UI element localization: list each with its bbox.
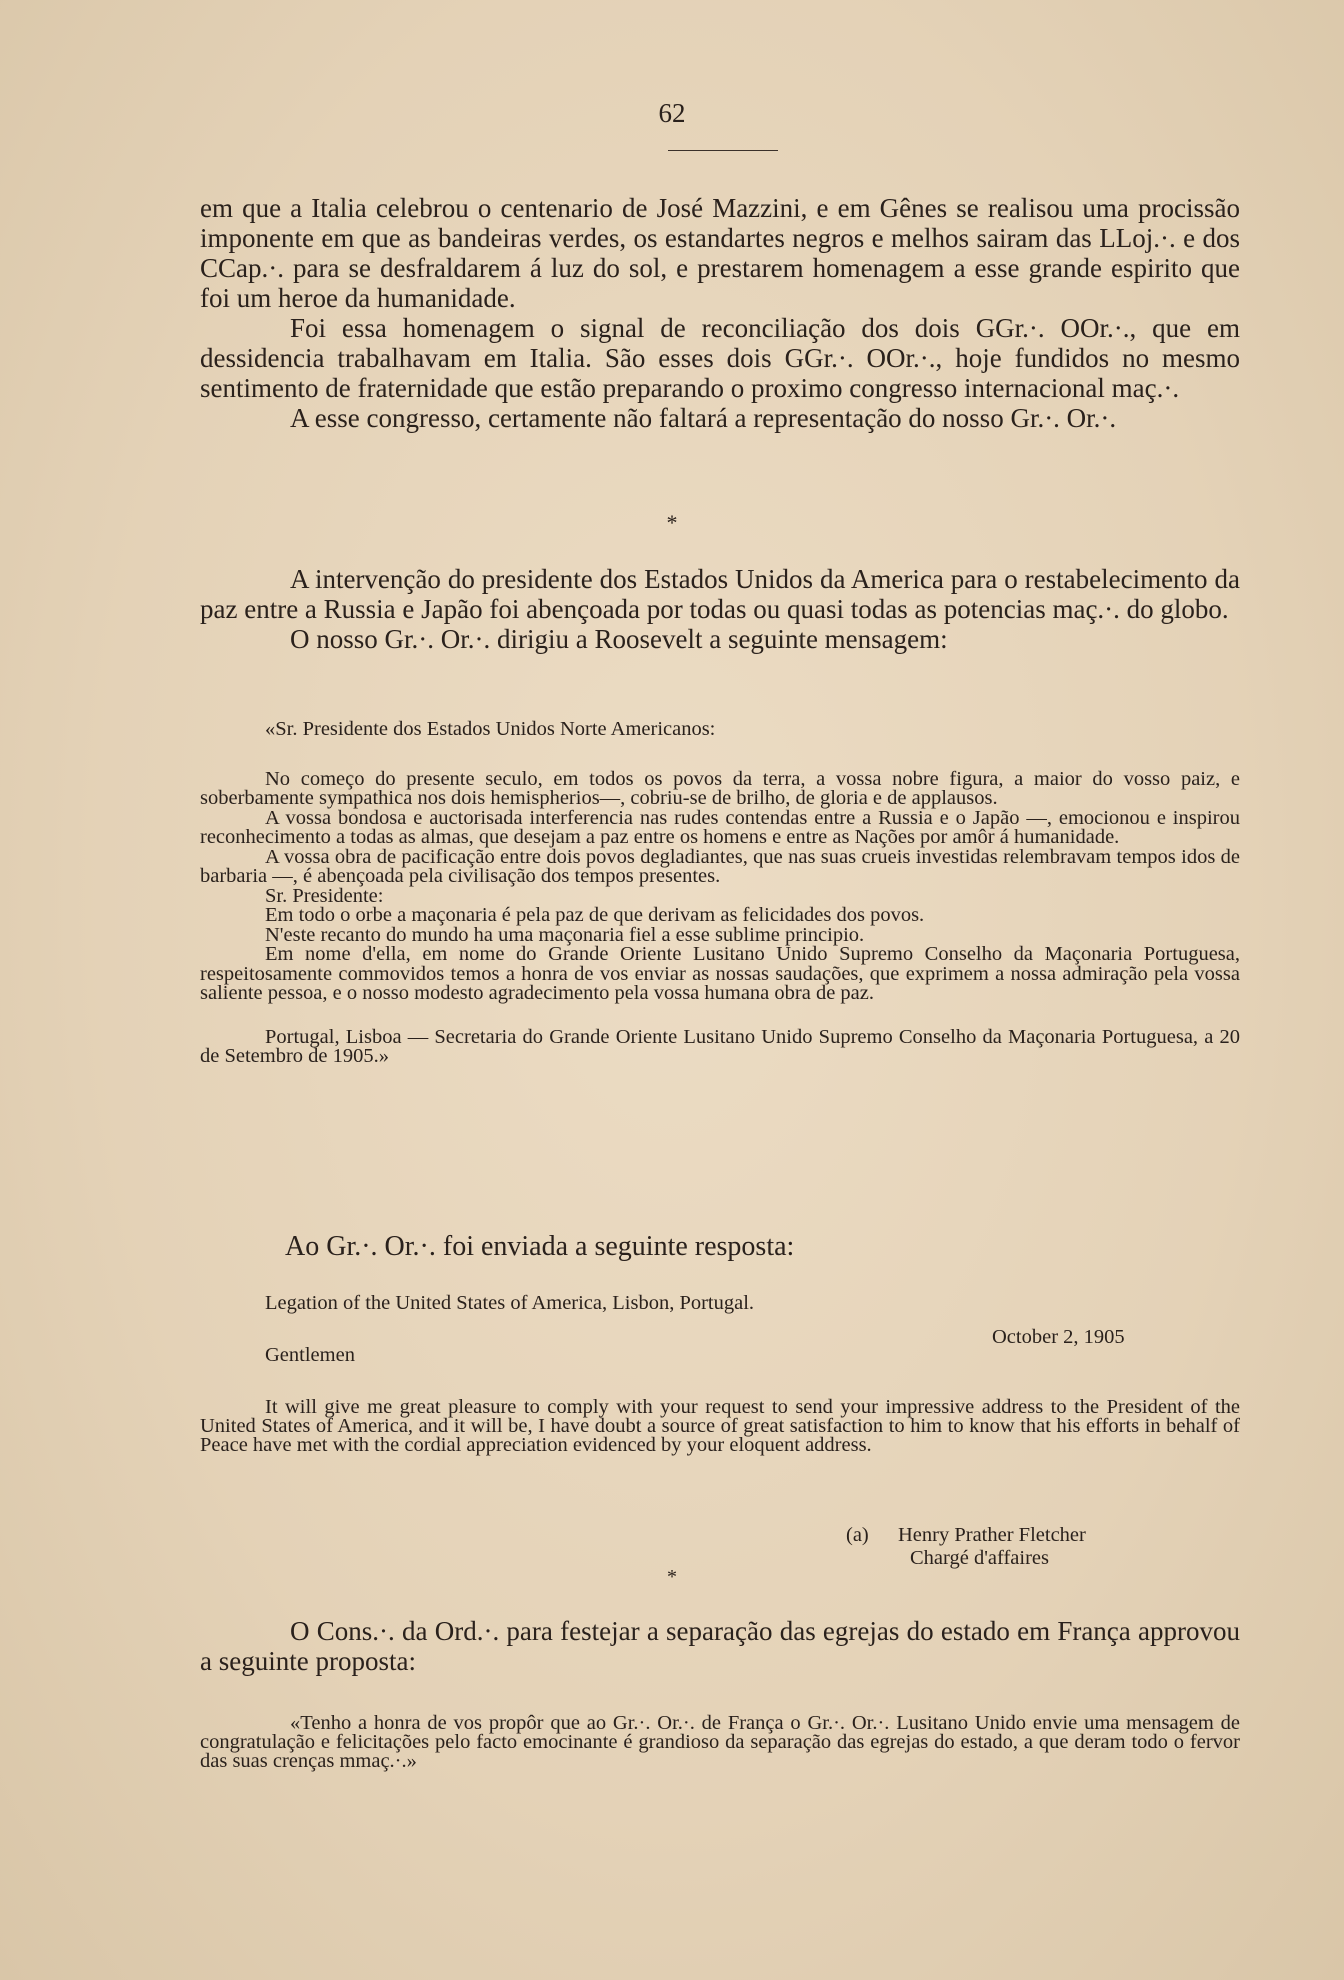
message-signoff: Portugal, Lisboa — Secretaria do Grande Oriente Lusitano Unido Supremo Conselho da Maçonaria Portuguesa, a 20 de Setembro de 1905.» (200, 1025, 1240, 1067)
message-paragraph: N'este recanto do mundo ha uma maçonaria fiel a esse sublime principio. (265, 923, 865, 946)
message-paragraph: Em nome d'ella, em nome do Grande Oriente Lusitano Unido Supremo Conselho da Maçonaria Portuguesa, respeitosamente commovidos temos a honra de vos enviar as nossas saudações, que exprimem a nossa admiração pela vossa saliente pessoa, e o nosso modesto agradecimento pela vossa humana obra de paz. (200, 943, 1240, 1004)
message-paragraph: A vossa obra de pacificação entre dois povos degladiantes, que nas suas crueis investidas relembravam tempos idos de barbaria —, é abençoada pela civilisação dos tempos presentes. (200, 845, 1240, 887)
message-paragraph: Em todo o orbe a maçonaria é pela paz de que derivam as felicidades dos povos. (265, 904, 925, 926)
section-divider-asterisk: * (667, 1566, 677, 1588)
section-franca (200, 1616, 1240, 1676)
paragraph: O nosso Gr.·. Or.·. dirigiu a Roosevelt a seguinte mensagem: (290, 624, 948, 654)
proposal-text: «Tenho a honra de vos propôr que ao Gr.·. Or.·. de França o Gr.·. Or.·. Lusitano Unido envie uma mensagem de congratulação e felicitações pelo facto emocinante é grandioso da separação das egrejas do estado, a que deram todo o fervor das suas crenças mmaç.·.» (200, 1712, 1240, 1772)
reply-body (200, 1398, 1240, 1455)
paragraph: A intervenção do presidente dos Estados Unidos da America para o restabelecimento da paz entre a Russia e Japão foi abençoada por todas ou quasi todas as potencias maç.·. do globo. (200, 564, 1240, 624)
message-paragraph: No começo do presente seculo, em todos os povos da terra, a vossa nobre figura, a maior do vosso paiz, e soberbamente sympathica nos dois hemispherios—, cobriu-se de brilho, de gloria e de applausos. (200, 767, 1240, 809)
paragraph: em que a Italia celebrou o centenario de José Mazzini, e em Gênes se realisou uma procissão imponente em que as bandeiras verdes, os estandartes negros e melhos sairam das LLoj.·. e dos CCap.·. para se desfraldarem á luz do sol, e prestarem homenagem a esse grande espirito que foi um heroe da humanidade. (200, 193, 1240, 313)
section-divider-asterisk: * (666, 510, 678, 535)
reply-signature-prefix: (a) (846, 1524, 869, 1546)
reply-intro: Ao Gr.·. Or.·. foi enviada a seguinte resposta: (285, 1231, 795, 1262)
reply-body-text: It will give me great pleasure to comply with your request to send your impressive address to the President of the United States of America, and it will be, I have doubt a source of great satisfaction to him to know that his efforts in behalf of Peace have met with the cordial appreciation evidenced by your eloquent address. (200, 1396, 1240, 1456)
paragraph: A esse congresso, certamente não faltará a representação do nosso Gr.·. Or.·. (290, 403, 1117, 433)
header-rule (668, 150, 778, 151)
reply-header: Legation of the United States of America, Lisbon, Portugal. (265, 1292, 755, 1314)
page-number: 62 (658, 98, 686, 128)
paragraph: O Cons.·. da Ord.·. para festejar a separação das egrejas do estado em França approvou a seguinte proposta: (200, 1616, 1240, 1676)
reply-date: October 2, 1905 (992, 1326, 1125, 1348)
paragraph: Foi essa homenagem o signal de reconciliação dos dois GGr.·. OOr.·., que em dessidencia trabalhavam em Italia. São esses dois GGr.·. OOr.·., hoje fundidos no mesmo sentimento de fraternidade que estão preparando o proximo congresso internacional maç.·. (200, 313, 1240, 403)
reply-signature-name: Henry Prather Fletcher (898, 1524, 1086, 1546)
proposal-quote (200, 1714, 1240, 1771)
section-roosevelt (200, 564, 1240, 654)
reply-greeting: Gentlemen (265, 1344, 355, 1366)
section-italia (200, 193, 1240, 433)
message-paragraph: Sr. Presidente: (265, 884, 384, 907)
message-to-roosevelt (200, 720, 1240, 1067)
message-salutation: «Sr. Presidente dos Estados Unidos Norte Americanos: (265, 718, 716, 740)
message-paragraph: A vossa bondosa e auctorisada interferencia nas rudes contendas entre a Russia e o Japão —, emocionou e inspirou reconhecimento a todas as almas, que desejam a paz entre os homens e entre as Nações por amôr á humanidade. (200, 806, 1240, 848)
reply-signature-title: Chargé d'affaires (910, 1547, 1049, 1569)
